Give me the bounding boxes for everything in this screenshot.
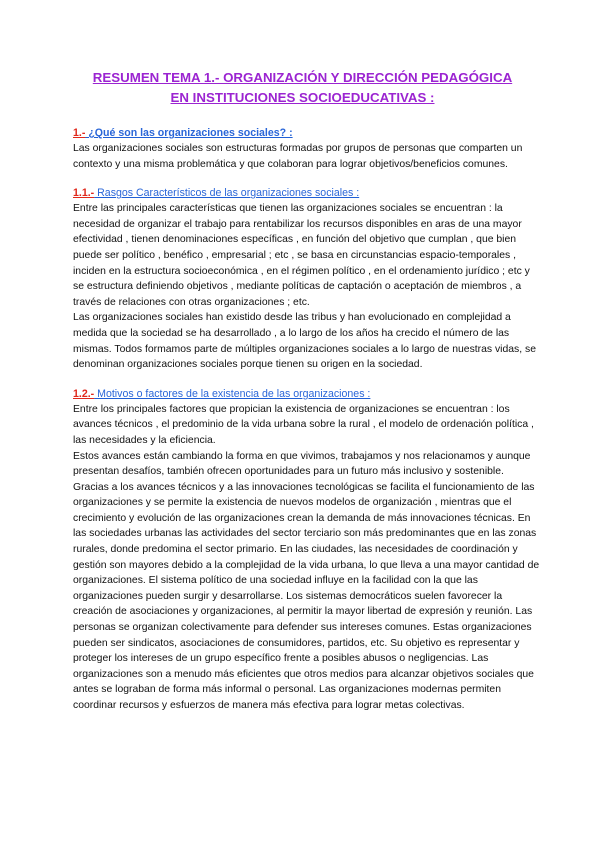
section-1 — [73, 126, 540, 172]
section-heading-text: ¿Qué son las organizaciones sociales? : — [85, 127, 293, 139]
section-heading-text: Motivos o factores de la existencia de las organizaciones : — [94, 387, 371, 400]
section-number: 1.1.- — [73, 187, 95, 200]
paragraph: Las organizaciones sociales han existido desde las tribus y han evolucionado en complejidad a medida que la sociedad se ha desarrollado , a lo largo de los años ha crecido el número de las mismas. Todos formamos parte de múltiples organizaciones sociales a lo largo de nuestras vidas, se denominan organizaciones sociales porque tienen su origen en la sociedad. — [73, 312, 536, 371]
title-line-1: RESUMEN TEMA 1.- ORGANIZACIÓN Y DIRECCIÓN PEDAGÓGICA — [92, 70, 513, 85]
section-1-1 — [73, 186, 540, 373]
section-number: 1.2.- — [73, 387, 95, 400]
paragraph: Estos avances están cambiando la forma en que vivimos, trabajamos y nos relacionamos y aunque presentan desafíos, también ofrecen oportunidades para un futuro más inclusivo y sostenible. — [73, 450, 531, 478]
paragraph: Entre las principales características que tienen las organizaciones sociales se encuentran : la necesidad de organizar el trabajo para rentabilizar los recursos disponibles en aras de una mayor efectividad , tienen denominaciones específicas , en función del objetivo que cumplan , que bien puede ser político , benéfico , empresarial ; etc , se basa en circunstancias espacio-temporales , inciden en la estructura socioeconómica , en el régimen político , en el ordenamiento jurídico ; etc y se estructura definiendo objetivos , mediante políticas de captación o aceptación de miembros , a través de relaciones con otras organizaciones ; etc. — [73, 203, 530, 308]
section-heading — [73, 387, 540, 402]
section-heading-text: Rasgos Característicos de las organizaciones sociales : — [94, 187, 360, 200]
paragraph: Las organizaciones sociales son estructuras formadas por grupos de personas que comparten un contexto y una misma problemática y que colaboran para lograr objetivos/beneficios comunes. — [73, 143, 523, 170]
section-heading — [73, 126, 540, 141]
section-heading — [73, 186, 540, 201]
paragraph: Entre los principales factores que propician la existencia de organizaciones se encuentran : los avances técnicos , el predominio de la vida urbana sobre la rural , el modelo de ordenación política , las necesidades y la eficiencia. — [73, 403, 534, 446]
title-line-2: EN INSTITUCIONES SOCIOEDUCATIVAS : — [170, 90, 435, 105]
section-1-2 — [73, 387, 540, 714]
section-number: 1.- — [73, 127, 86, 139]
page-title — [65, 68, 540, 108]
paragraph: Gracias a los avances técnicos y a las innovaciones tecnológicas se facilita el funcionamiento de las organizaciones y se permite la existencia de nuevos modelos de organización , mientras que el crecimiento y evolución de las organizaciones crean la demanda de más innovaciones técnicas. En las sociedades urbanas las actividades del sector terciario son más predominantes que en las zonas rurales, donde predomina el sector primario. En las ciudades, las necesidades de coordinación y gestión son mayores debido a la complejidad de la vida urbana, lo que lleva a una mayor cantidad de organizaciones. El sistema político de una sociedad influye en la facilidad con la que las organizaciones pueden surgir y desarrollarse. Los sistemas democráticos suelen favorecer la creación de asociaciones y organizaciones, al permitir la mayor libertad de expresión y reunión. Las personas se organizan colectivamente para defender sus intereses comunes. Estas organizaciones pueden ser sindicatos, asociaciones de consumidores, partidos, etc. Su objetivo es representar y proteger los intereses de un grupo específico frente a posibles abusos o negligencias. Las organizaciones son a menudo más eficientes que otros medios para alcanzar objetivos sociales que antes se lograban de forma más informal o personal. Las organizaciones modernas permiten coordinar recursos y esfuerzos de manera más efectiva para lograr metas colectivas. — [73, 481, 540, 711]
